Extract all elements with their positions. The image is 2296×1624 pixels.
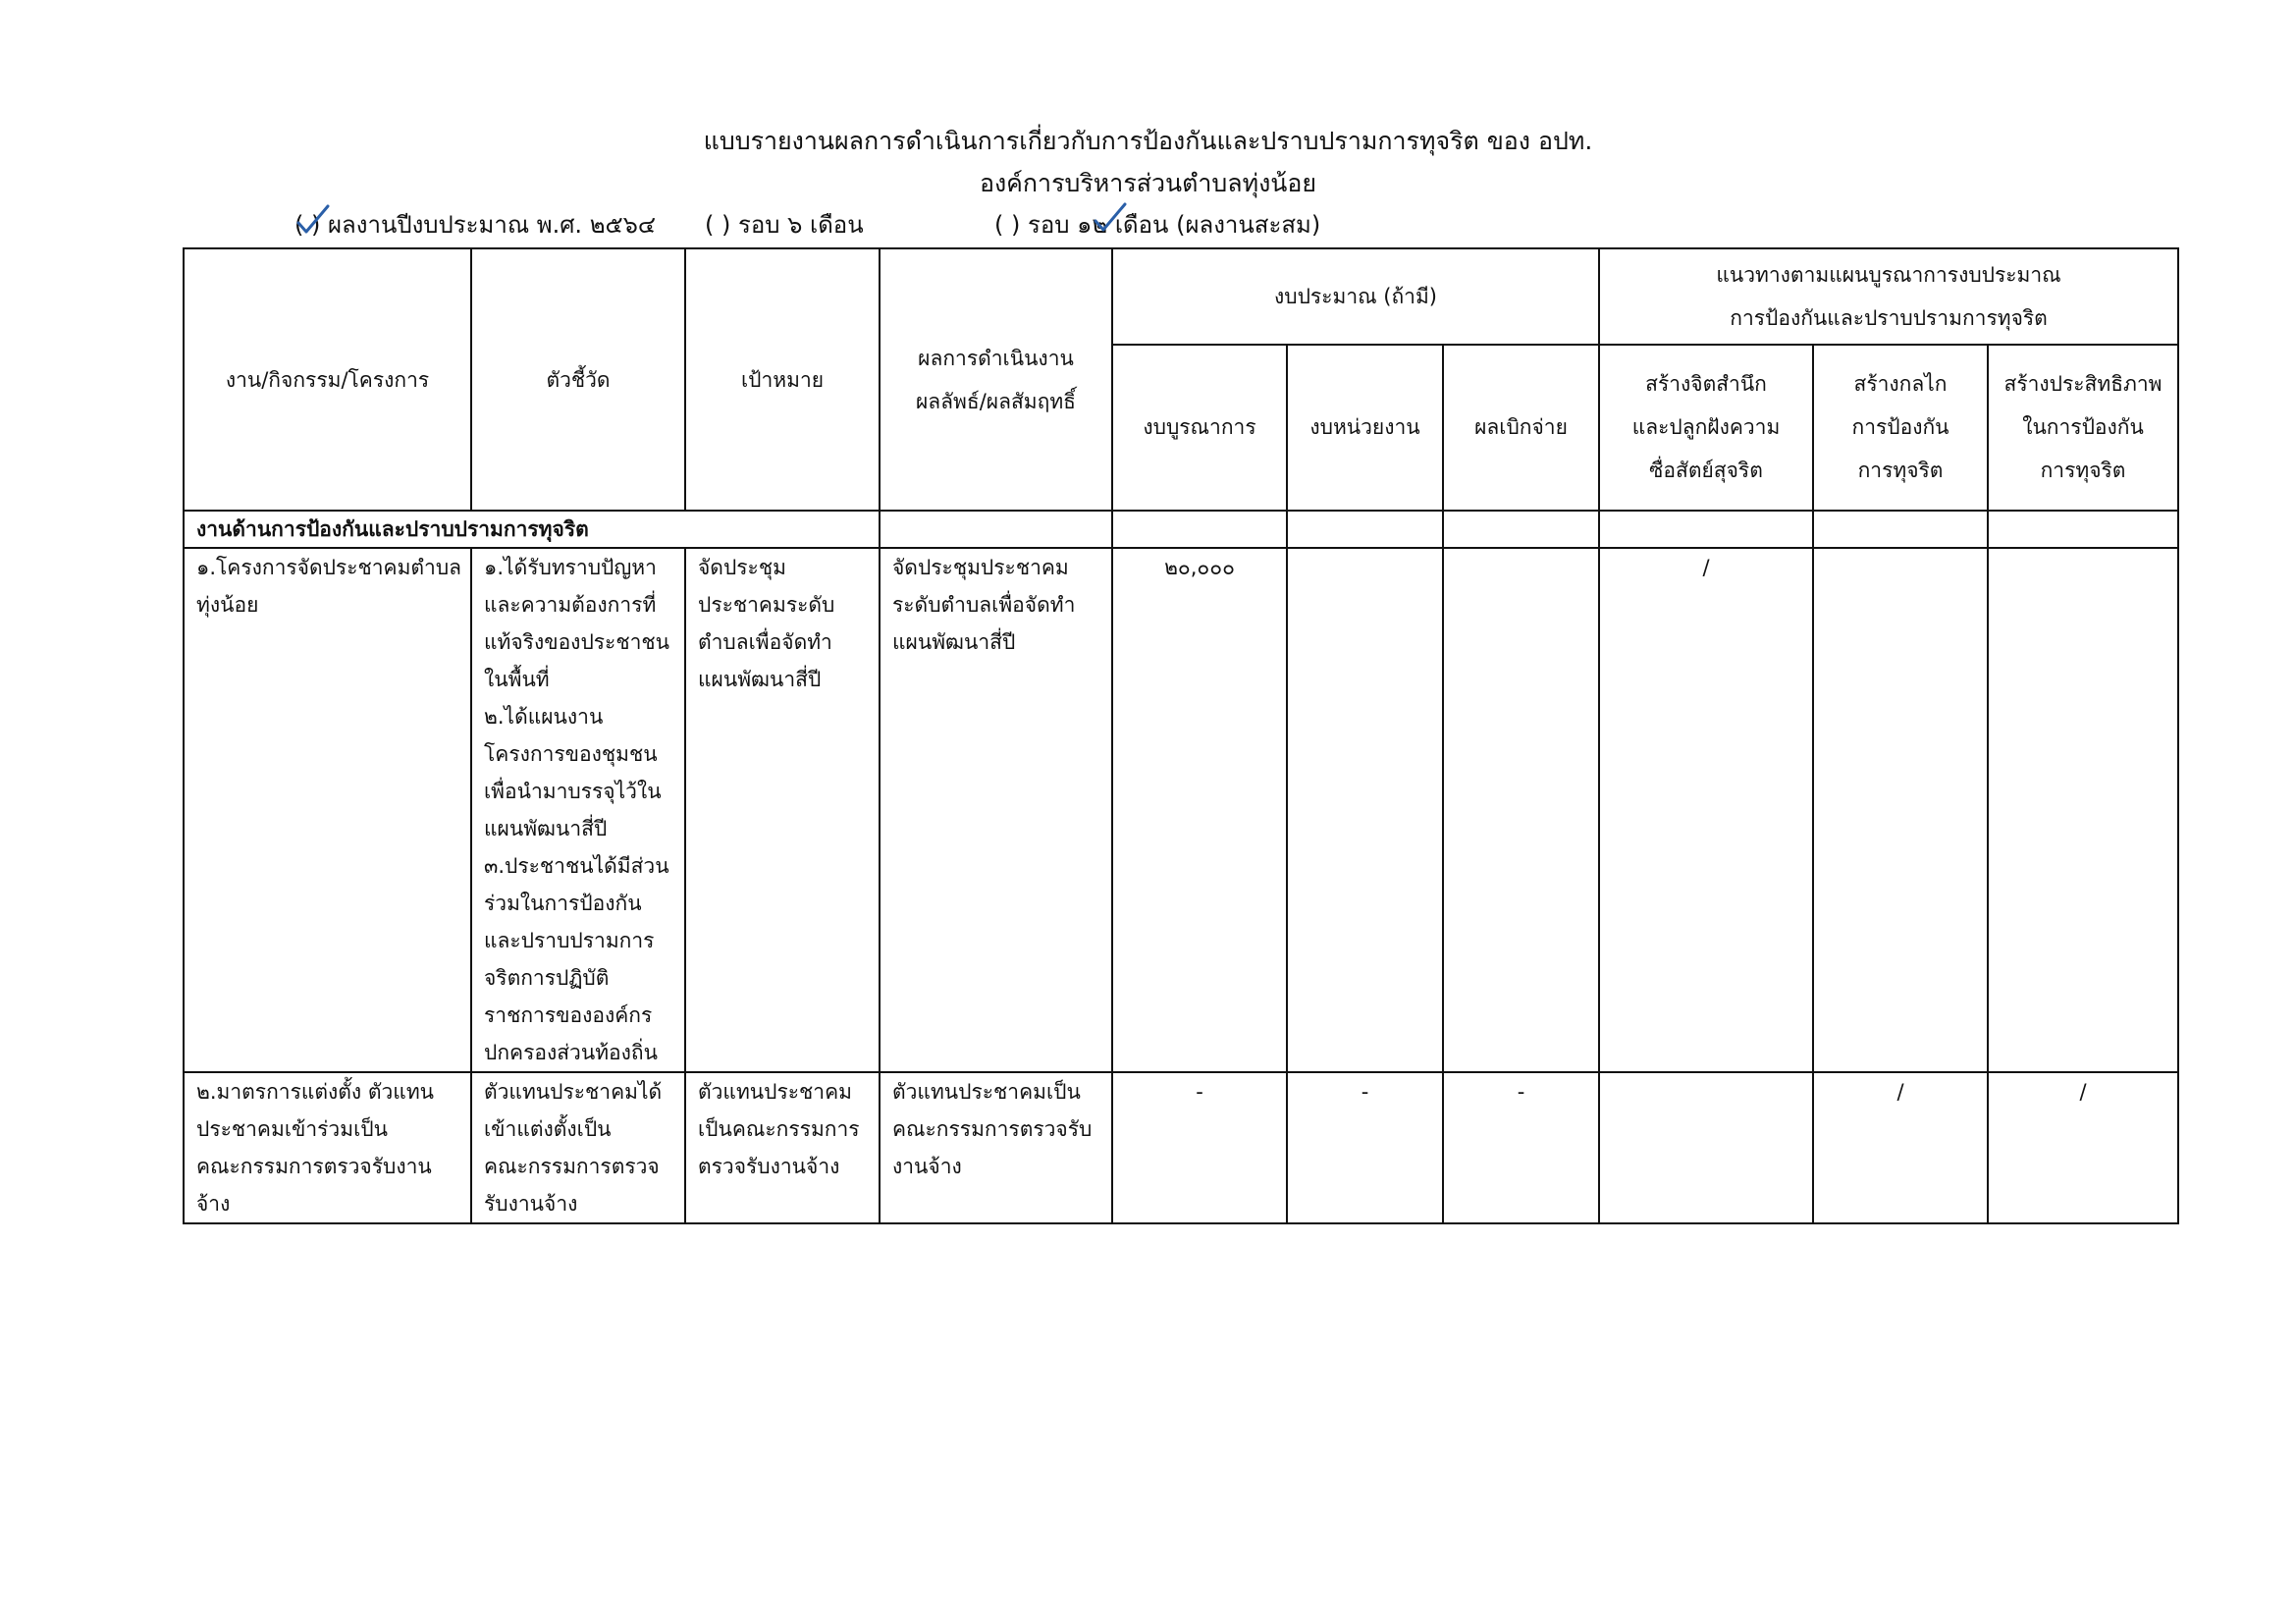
checkmark-icon [1090, 201, 1129, 235]
text-line: ตำบลเพื่อจัดทำ [698, 630, 832, 654]
text-line: ประชาคมเข้าร่วมเป็น [196, 1117, 388, 1141]
cell-target [685, 548, 880, 1072]
table-row [184, 548, 2178, 1072]
text-line: จริตการปฏิบัติ [484, 966, 610, 990]
header-line: ซื่อสัตย์สุจริต [1649, 459, 1763, 483]
text-line: คณะกรรมการตรวจรับ [892, 1117, 1093, 1141]
text-line: เพื่อนำมาบรรจุไว้ใน [484, 780, 662, 803]
text-line: ร่วมในการป้องกัน [484, 892, 642, 915]
table-cell [1813, 511, 1988, 548]
cell-activity [184, 1072, 471, 1223]
text-line: และความต้องการที่ [484, 593, 657, 617]
text-line: ๓.ประชาชนได้มีส่วน [484, 854, 669, 878]
text-line: โครงการของชุมชน [484, 742, 658, 766]
col-header-target: เป้าหมาย [685, 248, 880, 511]
col-header-results-line2: ผลลัพธ์/ผลสัมฤทธิ์ [916, 389, 1076, 413]
report-title: แบบรายงานผลการดำเนินการเกี่ยวกับการป้องกันและปราบปรามการทุจริต ของ อปท. [703, 127, 1593, 155]
text-line: ตัวแทนประชาคม [698, 1080, 852, 1104]
text-line: แท้จริงของประชาชน [484, 630, 669, 654]
cell-results [880, 1072, 1112, 1223]
header-row [184, 248, 2178, 345]
col-header-budget-integrated: งบบูรณาการ [1112, 345, 1287, 511]
col-header-plan-group-line1: แนวทางตามแผนบูรณาการงบประมาณ [1716, 262, 2061, 287]
cell-plan-mechanism [1813, 548, 1988, 1072]
cell-target [685, 1072, 880, 1223]
header-line: สร้างจิตสำนึก [1645, 372, 1767, 397]
text-line: แผนพัฒนาสี่ปี [484, 817, 608, 840]
col-header-results [880, 248, 1112, 511]
text-line: คณะกรรมการตรวจ [484, 1155, 660, 1178]
cell-plan-conscience: / [1599, 548, 1813, 1072]
period-option-6-months: ( ) รอบ ๖ เดือน [705, 211, 864, 239]
text-line: ๑.ได้รับทราบปัญหา [484, 556, 657, 579]
col-header-budget-group: งบประมาณ (ถ้ามี) [1112, 248, 1599, 345]
cell-budget-unit: - [1287, 1072, 1443, 1223]
cell-indicator [471, 1072, 685, 1223]
table-cell [1443, 511, 1599, 548]
cell-plan-efficiency: / [1988, 1072, 2178, 1223]
col-header-plan-group [1599, 248, 2178, 345]
header-line: การป้องกัน [1851, 415, 1949, 440]
col-header-plan-efficiency [1988, 345, 2178, 511]
text-line: เป็นคณะกรรมการ [698, 1117, 860, 1141]
text-line: รับงานจ้าง [484, 1192, 578, 1216]
text-line: ระดับตำบลเพื่อจัดทำ [892, 593, 1076, 617]
col-header-indicator: ตัวชี้วัด [471, 248, 685, 511]
table-cell [1599, 511, 1813, 548]
checkmark-icon [293, 203, 332, 237]
text-line: ประชาคมระดับ [698, 593, 835, 617]
cell-disbursement: - [1443, 1072, 1599, 1223]
text-line: และปราบปรามการ [484, 929, 655, 952]
cell-plan-conscience [1599, 1072, 1813, 1223]
text-line: ตรวจรับงานจ้าง [698, 1155, 840, 1178]
col-header-activity: งาน/กิจกรรม/โครงการ [184, 248, 471, 511]
text-line: ๒.ได้แผนงาน [484, 705, 604, 729]
text-line: จัดประชุม [698, 556, 786, 579]
text-line: งานจ้าง [892, 1155, 962, 1178]
col-header-results-line1: ผลการดำเนินงาน [918, 346, 1074, 370]
header-line: การทุจริต [1857, 459, 1944, 483]
text-line: คณะกรรมการตรวจรับงาน [196, 1155, 432, 1178]
cell-budget-integrated: - [1112, 1072, 1287, 1223]
text-line: แผนพัฒนาสี่ปี [892, 630, 1016, 654]
table-cell [1112, 511, 1287, 548]
col-header-disbursement: ผลเบิกจ่าย [1443, 345, 1599, 511]
cell-plan-efficiency [1988, 548, 2178, 1072]
col-header-plan-conscience [1599, 345, 1813, 511]
table-cell [1988, 511, 2178, 548]
header-line: และปลูกฝังความ [1631, 415, 1781, 440]
text-line: จ้าง [196, 1192, 231, 1216]
anticorruption-report-table [183, 247, 2179, 1224]
table-row [184, 1072, 2178, 1223]
text-line: ราชการขององค์กร [484, 1003, 653, 1027]
cell-disbursement [1443, 548, 1599, 1072]
cell-budget-integrated: ๒๐,๐๐๐ [1112, 548, 1287, 1072]
text-line: ในพื้นที่ [484, 668, 550, 691]
col-header-plan-mechanism [1813, 345, 1988, 511]
text-line: ปกครองส่วนท้องถิ่น [484, 1041, 658, 1064]
text-line: เข้าแต่งตั้งเป็น [484, 1117, 612, 1141]
text-line: ๑.โครงการจัดประชาคมตำบล [196, 556, 462, 579]
table-cell [880, 511, 1112, 548]
table-cell [1287, 511, 1443, 548]
period-option-fiscal-year: ( ) ผลงานปีงบประมาณ พ.ศ. ๒๕๖๔ [294, 211, 657, 239]
organization-name: องค์การบริหารส่วนตำบลทุ่งน้อย [979, 169, 1317, 197]
cell-activity [184, 548, 471, 1072]
col-header-plan-group-line2: การป้องกันและปราบปรามการทุจริต [1730, 305, 2048, 330]
section-title: งานด้านการป้องกันและปราบปรามการทุจริต [184, 511, 880, 548]
cell-budget-unit [1287, 548, 1443, 1072]
header-line: ในการป้องกัน [2022, 415, 2144, 440]
header-line: การทุจริต [2040, 459, 2126, 483]
section-row [184, 511, 2178, 548]
text-line: ทุ่งน้อย [196, 593, 259, 617]
cell-results [880, 548, 1112, 1072]
header-line: สร้างประสิทธิภาพ [2003, 372, 2163, 397]
cell-indicator [471, 548, 685, 1072]
text-line: จัดประชุมประชาคม [892, 556, 1069, 579]
text-line: แผนพัฒนาสี่ปี [698, 668, 822, 691]
col-header-budget-unit: งบหน่วยงาน [1287, 345, 1443, 511]
text-line: ตัวแทนประชาคมเป็น [892, 1080, 1081, 1104]
header-line: สร้างกลไก [1853, 372, 1948, 397]
text-line: ตัวแทนประชาคมได้ [484, 1080, 663, 1104]
period-option-12-months: ( ) รอบ ๑๒ เดือน (ผลงานสะสม) [994, 211, 1321, 239]
text-line: ๒.มาตรการแต่งตั้ง ตัวแทน [196, 1080, 435, 1104]
cell-plan-mechanism: / [1813, 1072, 1988, 1223]
